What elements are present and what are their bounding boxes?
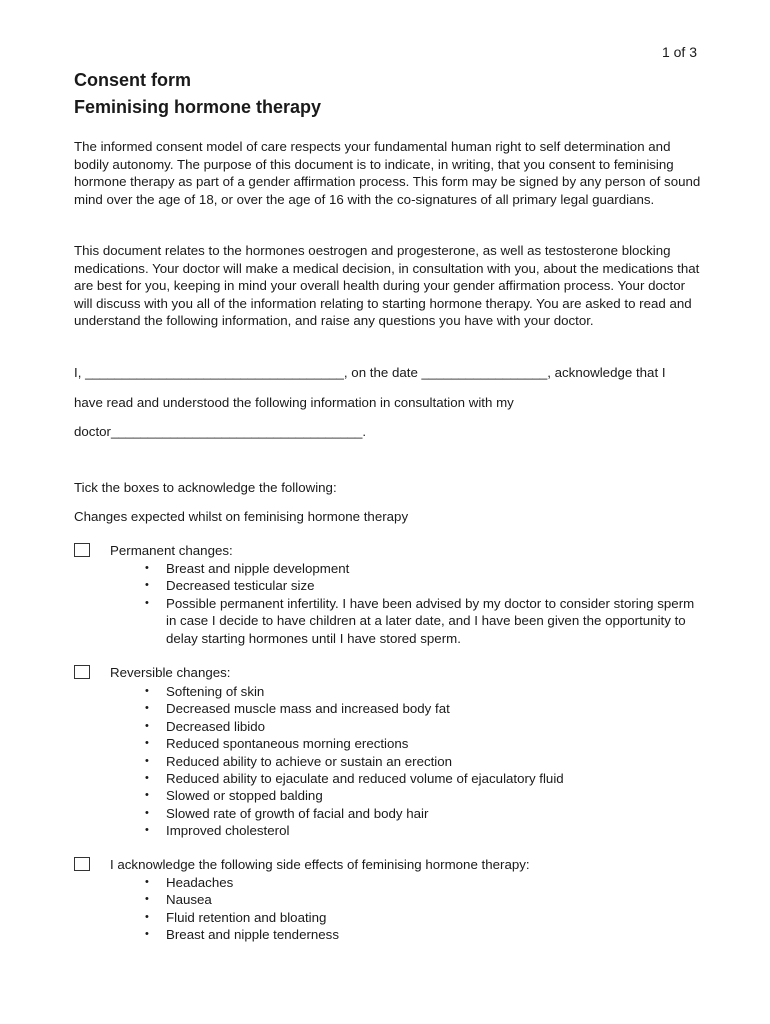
- acknowledgement-line-3[interactable]: doctor__________________________________.: [74, 424, 367, 439]
- permanent-changes-label: Permanent changes:: [110, 543, 233, 558]
- list-item: • Reduced ability to achieve or sustain an erection: [145, 753, 705, 770]
- list-item: • Breast and nipple development: [145, 560, 705, 577]
- list-item: • Fluid retention and bloating: [145, 909, 705, 926]
- relates-paragraph: This document relates to the hormones oestrogen and progesterone, as well as testosterone blocking medications. Your doctor will make a medical decision, in consultation with you, about the medications that are best for you, keeping in mind your overall health during your gender affirmation process. Your doctor will discuss with you all of the information relating to starting hormone therapy. You are asked to read and understand the following information, and raise any questions you have with your doctor.: [74, 243, 700, 329]
- permanent-changes-list: [145, 560, 705, 647]
- list-item: • Decreased testicular size: [145, 577, 705, 594]
- list-item: • Reduced ability to ejaculate and reduced volume of ejaculatory fluid: [145, 770, 705, 787]
- form-title: Consent form: [74, 70, 191, 90]
- list-item: • Breast and nipple tenderness: [145, 926, 705, 943]
- list-item: • Slowed or stopped balding: [145, 787, 705, 804]
- acknowledgement-line-2: have read and understood the following information in consultation with my: [74, 395, 514, 410]
- page-number: 1 of 3: [661, 44, 697, 60]
- changes-heading: Changes expected whilst on feminising hormone therapy: [74, 509, 409, 524]
- list-item: • Softening of skin: [145, 683, 705, 700]
- side-effects-label: I acknowledge the following side effects of feminising hormone therapy:: [110, 857, 530, 872]
- list-item: • Slowed rate of growth of facial and body hair: [145, 805, 705, 822]
- side-effects-list: [145, 874, 705, 944]
- list-item: • Headaches: [145, 874, 705, 891]
- tick-instructions: Tick the boxes to acknowledge the following:: [74, 480, 337, 495]
- form-subtitle: Feminising hormone therapy: [74, 97, 322, 117]
- list-item: • Improved cholesterol: [145, 822, 705, 839]
- list-item: • Decreased muscle mass and increased body fat: [145, 700, 705, 717]
- acknowledgement-line-1[interactable]: I, ___________________________________, on the date _________________, acknowledge that I: [74, 365, 666, 380]
- reversible-changes-checkbox[interactable]: [74, 665, 90, 679]
- side-effects-checkbox[interactable]: [74, 857, 90, 871]
- list-item: • Reduced spontaneous morning erections: [145, 735, 705, 752]
- list-item: • Nausea: [145, 891, 705, 908]
- list-item: • Decreased libido: [145, 718, 705, 735]
- intro-paragraph: The informed consent model of care respects your fundamental human right to self determination and bodily autonomy. The purpose of this document is to indicate, in writing, that you consent to feminising hormone therapy as part of a gender affirmation process. This form may be signed by any person of sound mind over the age of 18, or over the age of 16 with the co-signatures of all primary legal guardians.: [74, 139, 701, 207]
- permanent-changes-checkbox[interactable]: [74, 543, 90, 557]
- reversible-changes-label: Reversible changes:: [110, 665, 231, 680]
- list-item: • Possible permanent infertility. I have been advised by my doctor to consider storing sperm in case I decide to have children at a later date, and I have been given the opportunity to delay starting hormones until I have stored sperm.: [145, 595, 705, 647]
- reversible-changes-list: [145, 683, 705, 840]
